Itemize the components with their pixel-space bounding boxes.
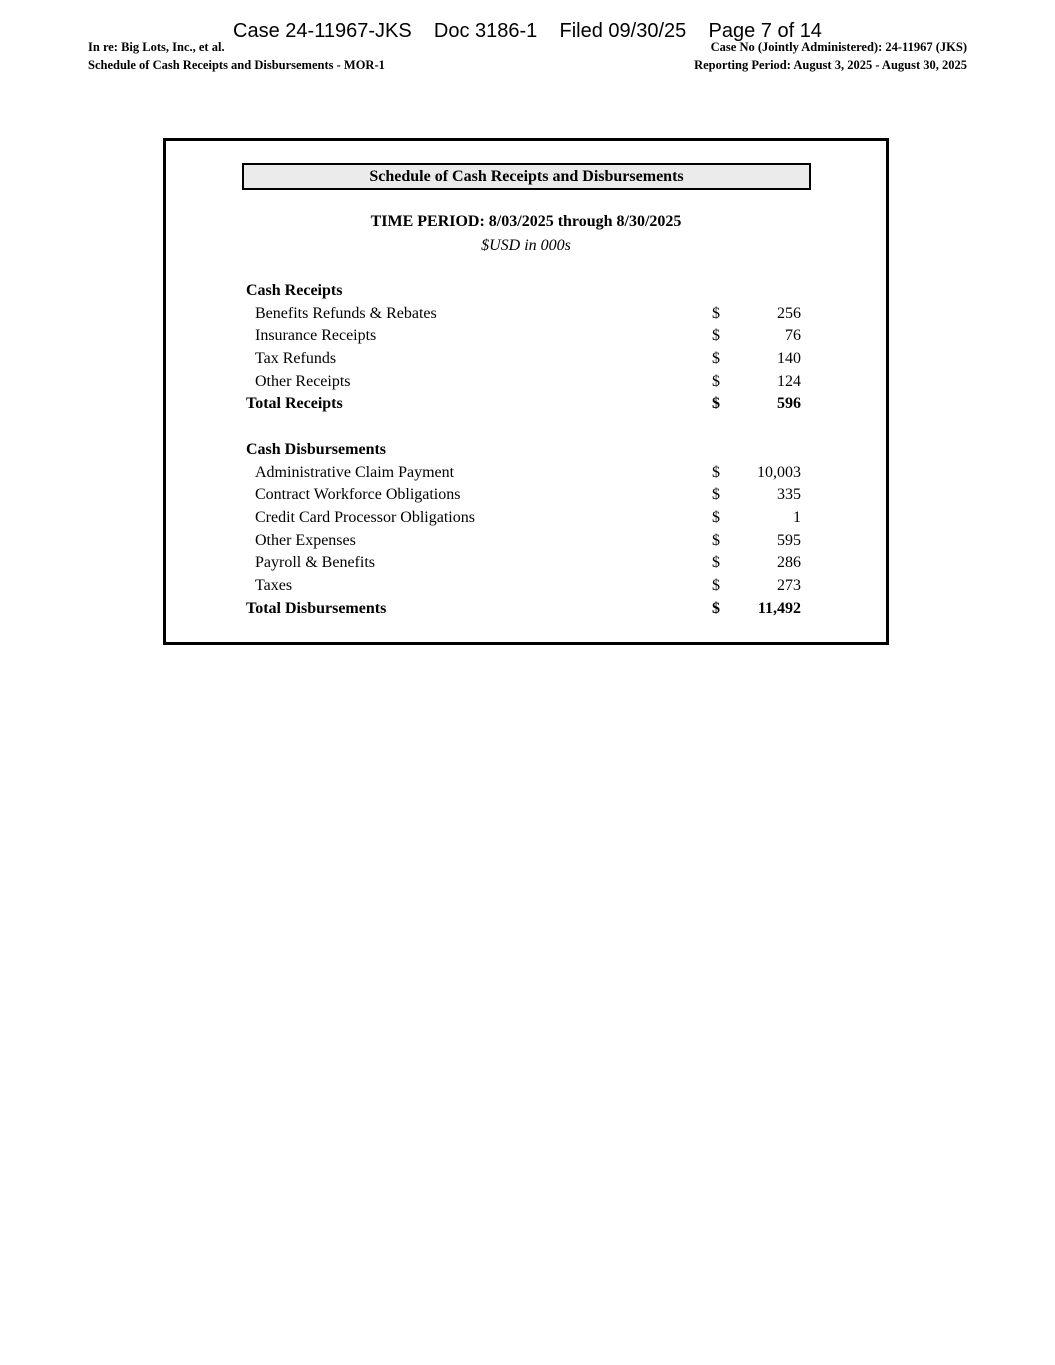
currency-symbol: $ — [712, 372, 720, 390]
schedule-title: Schedule of Cash Receipts and Disbursements — [242, 163, 811, 190]
row-amount: 140 — [777, 350, 801, 368]
row-amount: 124 — [777, 372, 801, 390]
currency-symbol: $ — [712, 486, 720, 504]
header-reporting-period: Reporting Period: August 3, 2025 - August 30, 2025 — [694, 58, 967, 72]
cash-disbursements-section — [246, 439, 806, 621]
total-receipts-amount: 596 — [777, 395, 801, 413]
row-amount: 10,003 — [757, 463, 801, 481]
schedule-box — [163, 138, 889, 645]
row-label: Benefits Refunds & Rebates — [255, 304, 437, 322]
header-document-title: Schedule of Cash Receipts and Disbursements - MOR-1 — [88, 58, 385, 72]
total-row — [246, 393, 806, 416]
table-row — [246, 552, 806, 575]
row-label: Contract Workforce Obligations — [255, 486, 461, 504]
currency-symbol: $ — [712, 554, 720, 572]
table-row — [246, 325, 806, 348]
row-amount: 335 — [777, 486, 801, 504]
currency-symbol: $ — [712, 463, 720, 481]
row-amount: 256 — [777, 304, 801, 322]
disbursements-heading: Cash Disbursements — [246, 441, 387, 458]
header-case-number: Case No (Jointly Administered): 24-11967 (JKS) — [710, 40, 967, 54]
currency-symbol: $ — [712, 304, 720, 322]
currency-symbol: $ — [712, 577, 720, 595]
table-row — [246, 462, 806, 485]
currency-symbol: $ — [712, 599, 720, 617]
time-period: TIME PERIOD: 8/03/2025 through 8/30/2025 — [370, 213, 682, 230]
row-label: Other Expenses — [255, 531, 356, 549]
row-label: Other Receipts — [255, 372, 351, 390]
table-row — [246, 484, 806, 507]
table-row — [246, 507, 806, 530]
court-filing-stamp: Case 24-11967-JKS Doc 3186-1 Filed 09/30/25 Page 7 of 14 — [233, 20, 822, 42]
table-row — [246, 371, 806, 394]
total-row — [246, 598, 806, 621]
section-heading — [246, 439, 806, 462]
row-label: Taxes — [255, 577, 293, 595]
currency-symbol: $ — [712, 531, 720, 549]
row-amount: 76 — [785, 327, 801, 345]
row-amount: 1 — [793, 509, 801, 527]
table-row — [246, 530, 806, 553]
currency-symbol: $ — [712, 350, 720, 368]
total-disbursements-amount: 11,492 — [757, 599, 801, 617]
units-note: $USD in 000s — [481, 237, 571, 254]
row-amount: 286 — [777, 554, 801, 572]
row-label: Payroll & Benefits — [255, 554, 375, 572]
header-case-name: In re: Big Lots, Inc., et al. — [88, 40, 225, 54]
section-heading — [246, 280, 806, 303]
total-disbursements-label: Total Disbursements — [246, 599, 387, 617]
currency-symbol: $ — [712, 509, 720, 527]
row-amount: 595 — [777, 531, 801, 549]
row-amount: 273 — [777, 577, 801, 595]
table-row — [246, 348, 806, 371]
receipts-heading: Cash Receipts — [246, 282, 343, 299]
currency-symbol: $ — [712, 327, 720, 345]
row-label: Tax Refunds — [255, 350, 337, 368]
table-row — [246, 303, 806, 326]
row-label: Insurance Receipts — [255, 327, 377, 345]
total-receipts-label: Total Receipts — [246, 395, 343, 413]
cash-receipts-section — [246, 280, 806, 416]
row-label: Administrative Claim Payment — [255, 463, 455, 481]
currency-symbol: $ — [712, 395, 720, 413]
row-label: Credit Card Processor Obligations — [255, 509, 475, 527]
table-row — [246, 575, 806, 598]
